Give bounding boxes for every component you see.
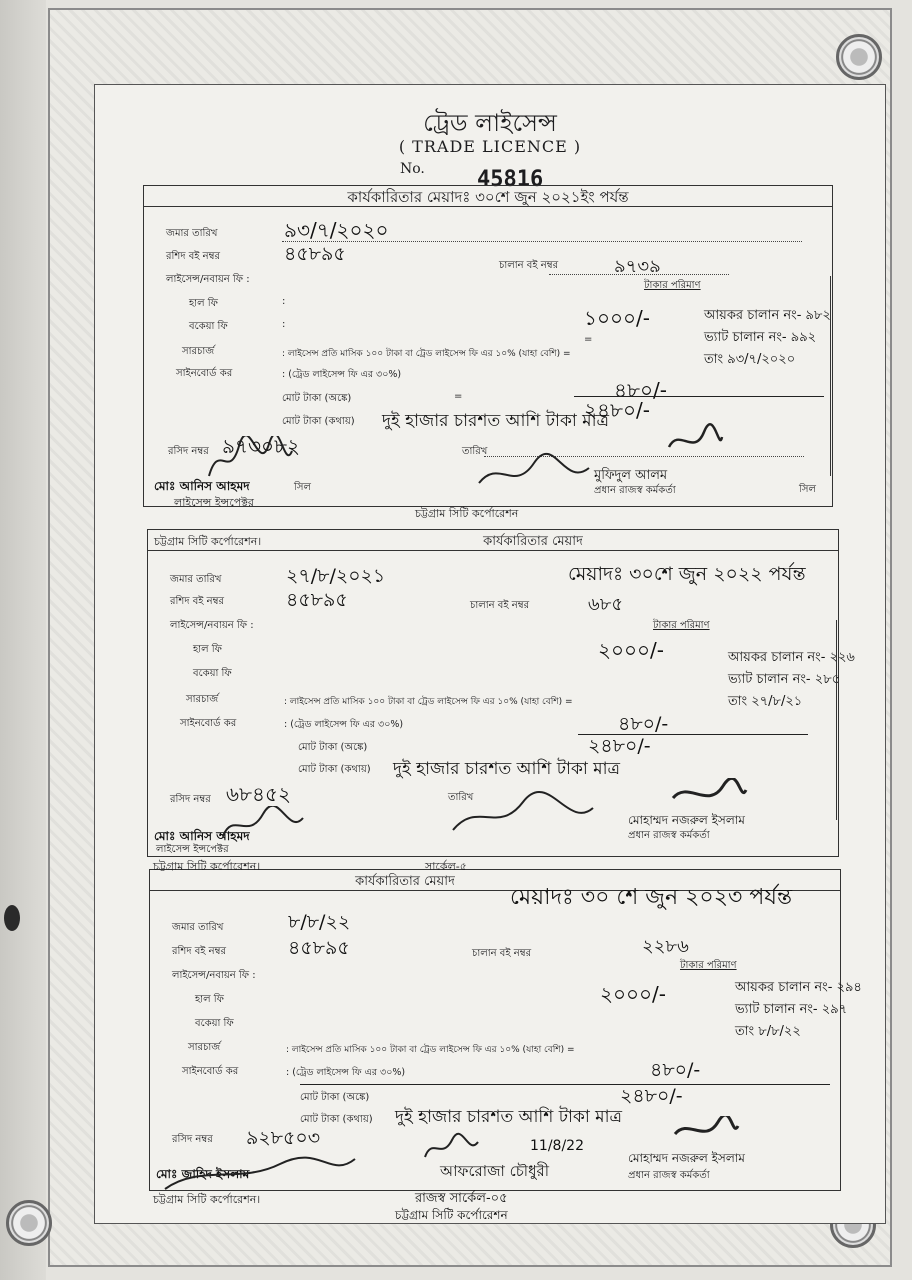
corner-seal-icon (836, 34, 882, 80)
surcharge-label: সারচার্জ (182, 346, 215, 357)
amount-header: টাকার পরিমাণ (644, 280, 701, 291)
receipt-book-value: ৪৫৮৯৫ (286, 589, 348, 611)
license-fee-label: লাইসেন্স/নবায়ন ফি : (172, 970, 256, 981)
signature-scribble (420, 1132, 480, 1162)
signatory-right-name: মুফিদুল আলম (594, 468, 668, 483)
deposit-date-label: জমার তারিখ (170, 574, 222, 585)
signatory-mid-date: 11/8/22 (530, 1138, 584, 1154)
validity-title: কার্যকারিতার মেয়াদ (355, 874, 455, 889)
surcharge-label: সারচার্জ (186, 694, 219, 705)
challan-book-label: চালান বই নম্বর (499, 260, 559, 271)
receipt-book-label: রশিদ বই নম্বর (170, 596, 225, 607)
challan-book-value: ৯৭৩৯ (614, 256, 661, 277)
deposit-date-label: জমার তারিখ (166, 228, 218, 239)
validity-title: কার্যকারিতার মেয়াদঃ ৩০শে জুন ২০২১ইং পর্যন্ত (347, 188, 629, 206)
tax-note-1: আয়কর চালান নং- ২৯৪ (735, 980, 862, 995)
signatory-left-name: মোঃ জাহিদ ইসলাম (156, 1167, 250, 1181)
signatory-mid-name: আফরোজা চৌধুরী (440, 1162, 550, 1180)
surcharge-text: : লাইসেন্স প্রতি মাসিক ১০০ টাকা বা ট্রেড লাইসেন্স ফি এর ১০% (যাহা বেশি) = (282, 349, 571, 359)
signboard-label: সাইনবোর্ড কর (176, 368, 233, 379)
arrear-fee-label: বকেয়া ফি (189, 321, 228, 332)
tax-note-2: ভ্যাট চালান নং- ৯৯২ (704, 330, 817, 345)
total-words-label: মোট টাকা (কথায়) (298, 764, 371, 775)
date-label: তারিখ (448, 792, 474, 803)
section-bar (144, 186, 832, 207)
fee-value: ২০০০/- (598, 638, 664, 662)
surcharge-label: সারচার্জ (188, 1042, 221, 1053)
validity-period: মেয়াদঃ ৩০শে জুন ২০২২ পর্যন্ত (568, 563, 806, 585)
total-digits-label: মোট টাকা (অঙ্কে) (282, 393, 352, 404)
deposit-date-label: জমার তারিখ (172, 922, 224, 933)
tax-note-3: তাং ৮/৮/২২ (735, 1024, 801, 1039)
signatory-left-title: লাইসেন্স ইন্সপেক্টর (174, 496, 254, 509)
arrear-fee-label: বকেয়া ফি (195, 1018, 234, 1029)
receipt-no-label: রসিদ নম্বর (168, 446, 209, 457)
validity-period: মেয়াদঃ ৩০ শে জুন ২০২৩ পর্যন্ত (510, 885, 793, 910)
amount-header: টাকার পরিমাণ (680, 960, 737, 971)
signboard-value: ৪৮০/- (650, 1059, 701, 1081)
signatory-right-name: মোহাম্মদ নজরুল ইসলাম (628, 813, 745, 827)
renewal-section-3 (149, 869, 862, 1191)
current-fee-label: হাল ফি (195, 994, 224, 1005)
renewal-section-2 (147, 529, 855, 857)
tax-note-1: আয়কর চালান নং- ৯৮২ (704, 308, 831, 323)
total-words-value: দুই হাজার চারশত আশি টাকা মাত্র (395, 1107, 623, 1127)
tax-note-3: তাং ৯৩/৭/২০২০ (704, 352, 796, 367)
signboard-label: সাইনবোর্ড কর (182, 1066, 239, 1077)
signatory-right-name: মোহাম্মদ নজরুল ইসলাম (628, 1151, 745, 1165)
license-fee-label: লাইসেন্স/নবায়ন ফি : (170, 620, 254, 631)
receipt-no-label: রসিদ নম্বর (170, 794, 211, 805)
receipt-book-value: ৪৫৮৯৫ (288, 937, 350, 959)
total-value: ২৪৮০/- (584, 398, 650, 422)
signature-scribble (664, 422, 724, 462)
date-label: তারিখ (462, 446, 488, 457)
receipt-no-value: ৯৭৩০৮২ (222, 434, 300, 458)
fee-value: ২০০০/- (600, 982, 666, 1006)
receipt-book-label: রশিদ বই নম্বর (166, 251, 221, 262)
tax-note-2: ভ্যাট চালান নং- ২৯৭ (735, 1002, 848, 1017)
receipt-no-label: রসিদ নম্বর (172, 1134, 213, 1145)
seal-label: সিল (799, 484, 816, 495)
signature-scribble (668, 778, 748, 813)
signatory-right-title: প্রধান রাজস্ব কর্মকর্তা (628, 1170, 710, 1181)
fee-value: ১০০০/- (584, 306, 650, 330)
signature-scribble (670, 1116, 740, 1146)
total-value: ২৪৮০/- (620, 1085, 683, 1107)
challan-book-value: ৬৮৫ (588, 594, 624, 615)
signboard-value: ৪৮০/- (614, 378, 667, 402)
receipt-book-value: ৪৫৮৯৫ (284, 243, 346, 265)
deposit-date-value: ৯৩/৭/২০২০ (284, 218, 389, 242)
corporation-name: চট্টগ্রাম সিটি কর্পোরেশন। (154, 535, 262, 548)
total-value: ২৪৮০/- (588, 735, 651, 757)
licence-no-value: 45816 (477, 167, 544, 192)
arrear-fee-label: বকেয়া ফি (193, 668, 232, 679)
challan-book-label: চালান বই নম্বর (470, 600, 530, 611)
signature-scribble (474, 448, 594, 498)
signature-scribble (160, 1154, 360, 1194)
section-3-footer: চট্টগ্রাম সিটি কর্পোরেশন। (153, 1193, 261, 1206)
tax-note-2: ভ্যাট চালান নং- ২৮৫ (728, 672, 841, 687)
title-bn: ট্রেড লাইসেন্স (423, 109, 557, 137)
total-words-label: মোট টাকা (কথায়) (282, 416, 355, 427)
receipt-no-value: ৬৮৪৫২ (226, 782, 291, 806)
challan-book-label: চালান বই নম্বর (472, 948, 532, 959)
page-gutter (0, 0, 46, 1280)
signboard-text: : (ট্রেড লাইসেন্স ফি এর ৩০%) (286, 1067, 406, 1078)
section-2-footer: চট্টগ্রাম সিটি কর্পোরেশন। (153, 860, 261, 873)
signatory-left-name: মোঃ আনিস আহমদ (154, 829, 250, 843)
validity-title: কার্যকারিতার মেয়াদ (483, 534, 583, 549)
section-2-footer-mid: সার্কেল-৫ (425, 860, 467, 873)
signatory-left-title: লাইসেন্স ইন্সপেক্টর (156, 844, 229, 855)
signboard-value: ৪৮০/- (618, 713, 669, 735)
signature-scribble (218, 806, 308, 846)
total-words-label: মোট টাকা (কথায়) (300, 1114, 373, 1125)
signature-scribble (204, 436, 294, 486)
signature-scribble (448, 790, 598, 840)
receipt-book-label: রশিদ বই নম্বর (172, 946, 227, 957)
title-en: ( TRADE LICENCE ) (398, 137, 582, 156)
signboard-text: : (ট্রেড লাইসেন্স ফি এর ৩০%) (282, 369, 402, 380)
section-bar (148, 530, 838, 551)
signatory-right-title: প্রধান রাজস্ব কর্মকর্তা (628, 830, 710, 841)
corner-seal-icon (6, 1200, 52, 1246)
signboard-text: : (ট্রেড লাইসেন্স ফি এর ৩০%) (284, 719, 404, 730)
total-words-value: দুই হাজার চারশত আশি টাকা মাত্র (393, 759, 621, 779)
signatory-right-title: প্রধান রাজস্ব কর্মকর্তা (594, 485, 676, 496)
tax-note-3: তাং ২৭/৮/২১ (728, 694, 803, 709)
surcharge-text: : লাইসেন্স প্রতি মাসিক ১০০ টাকা বা ট্রেড লাইসেন্স ফি এর ১০% (যাহা বেশি) = (286, 1045, 575, 1055)
ornamental-border (48, 8, 892, 1267)
licence-no-label: No. (400, 161, 425, 177)
seal-label: সিল (294, 482, 311, 493)
punch-hole (4, 905, 20, 931)
licence-body (94, 84, 886, 1224)
license-fee-label: লাইসেন্স/নবায়ন ফি : (166, 274, 250, 285)
total-digits-label: মোট টাকা (অঙ্কে) (300, 1092, 370, 1103)
surcharge-text: : লাইসেন্স প্রতি মাসিক ১০০ টাকা বা ট্রেড লাইসেন্স ফি এর ১০% (যাহা বেশি) = (284, 697, 573, 707)
section-3-footer-mid: রাজস্ব সার্কেল-০৫ (415, 1191, 508, 1206)
amount-header: টাকার পরিমাণ (653, 620, 710, 631)
challan-book-value: ২২৮৬ (642, 936, 689, 957)
signboard-label: সাইনবোর্ড কর (180, 718, 237, 729)
total-words-value: দুই হাজার চারশত আশি টাকা মাত্র (382, 411, 610, 431)
section-3-footer-bottom: চট্টগ্রাম সিটি কর্পোরেশন (395, 1208, 508, 1222)
deposit-date-value: ২৭/৮/২০২১ (286, 565, 386, 587)
renewal-section-1: কার্যকারিতার মেয়াদঃ ৩০শে জুন ২০২১ইং পর্যন্ত জমার তারিখ ৯৩/৭/২০২০ রশিদ বই নম্বর ৪৫৮৯৫ চালান বই নম্বর ৯৭৩৯ লাইসেন্স/নবায়ন ফি : টাকার পরিমাণ হাল ফি : ১০০০/- বকেয়া ফি : = সারচার্জ : লাইসেন্স প্রতি মাসিক ১০০ টাকা বা ট্রেড লাইসেন্স ফি এর ১০% (যাহা বেশি) = সাইনবোর্ড কর : (ট্রেড লাইসেন্স ফি এর ৩০%) ৪৮০/- মোট টাকা (অঙ্কে) = ২৪৮০/- মোট টাকা (কথায়) দুই হাজার চারশত আশি টাকা মাত্র রসিদ নম্বর ৯৭৩০৮২ তারিখ আয়কর চালান নং- ৯৮২ ভ্যাট চালান নং- ৯৯২ তাং ৯৩/৭/২০২০ মুফিদুল আলম প্রধান রাজস্ব কর্মকর্তা মোঃ আনিস আহমদ সিল সিল লাইসেন্স ইন্সপেক্টর (143, 185, 833, 507)
section-1-footer: চট্টগ্রাম সিটি কর্পোরেশন (415, 507, 519, 520)
total-digits-label: মোট টাকা (অঙ্কে) (298, 742, 368, 753)
signatory-left-name: মোঃ আনিস আহমদ (154, 479, 250, 493)
receipt-no-value: ৯২৮৫০৩ (246, 1127, 321, 1149)
current-fee-label: হাল ফি (189, 298, 218, 309)
current-fee-label: হাল ফি (193, 644, 222, 655)
tax-note-1: আয়কর চালান নং- ২২৬ (728, 650, 855, 665)
deposit-date-value: ৮/৮/২২ (288, 911, 351, 933)
